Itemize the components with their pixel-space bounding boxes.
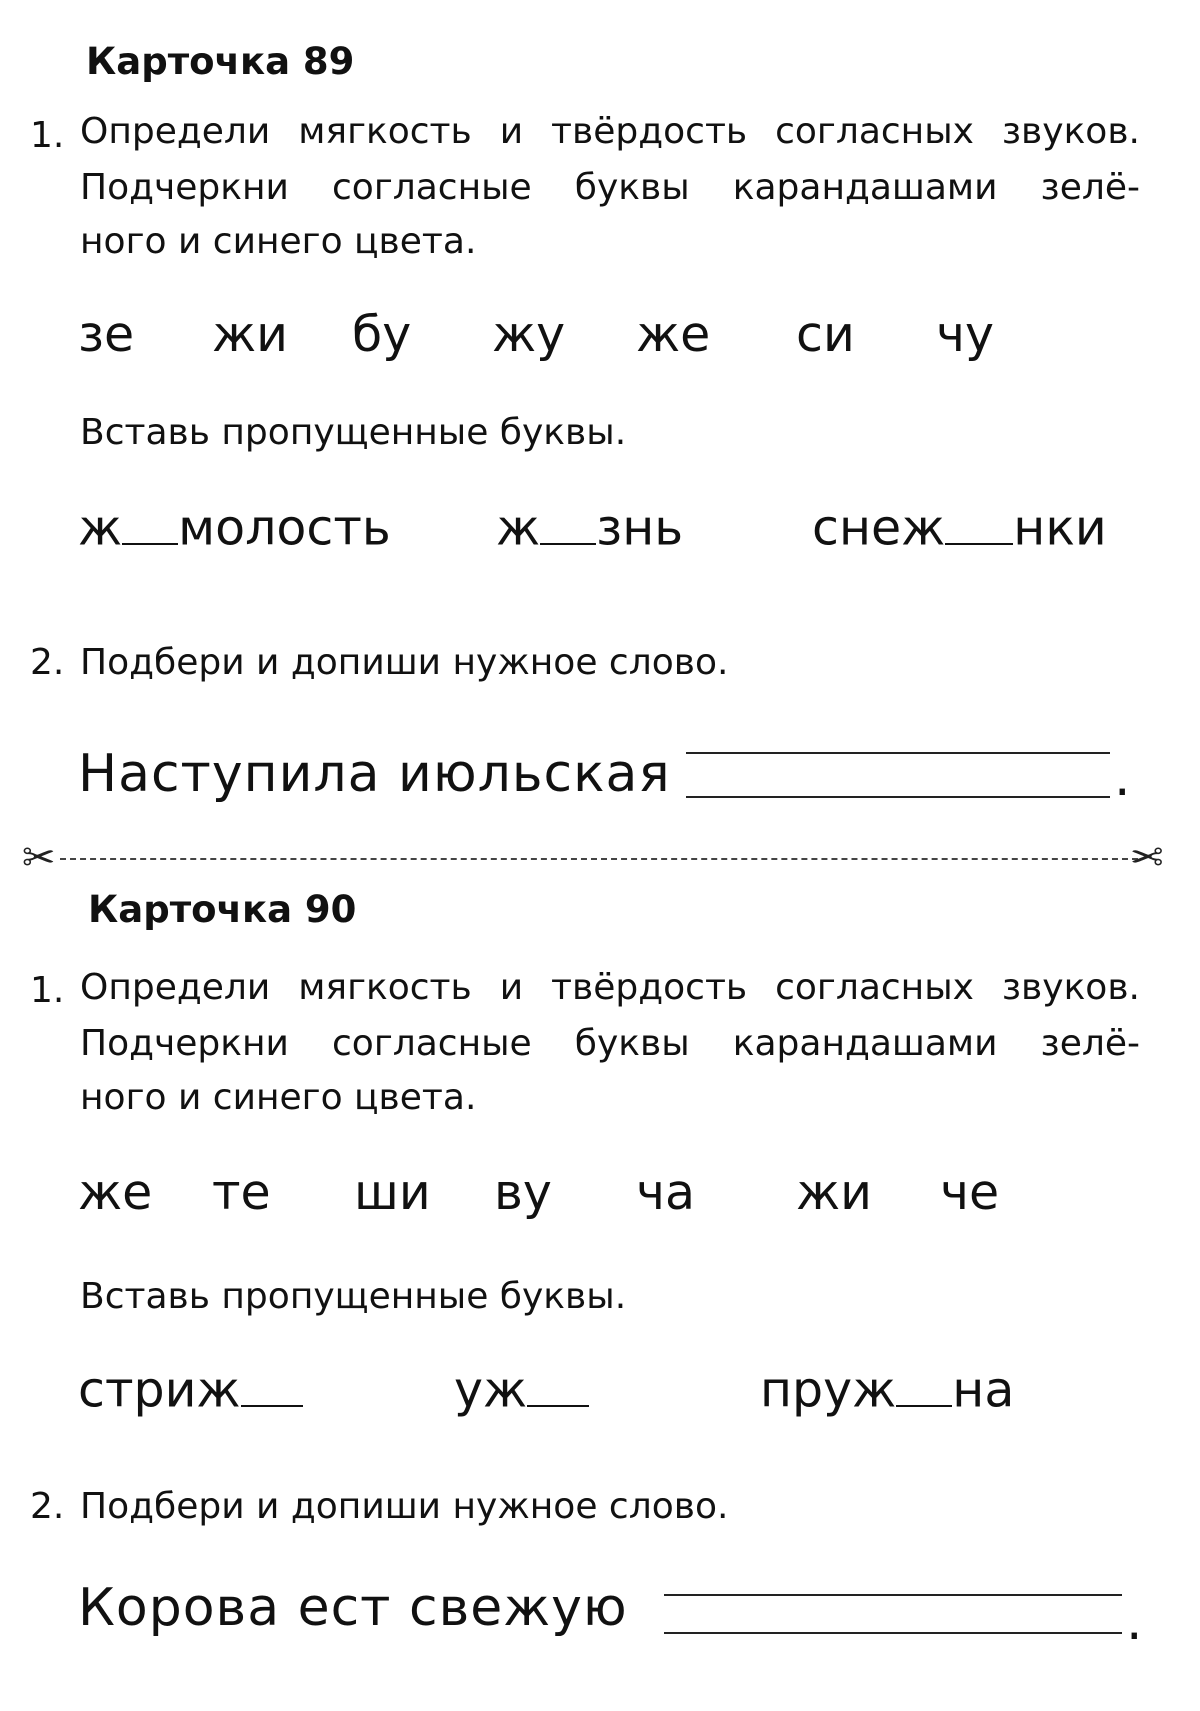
word-part: ж xyxy=(496,499,541,557)
fill-word xyxy=(454,1358,589,1419)
dashed-divider xyxy=(60,858,1138,860)
word-part: молость xyxy=(178,499,391,557)
letter-blank[interactable] xyxy=(122,496,178,545)
syllable: че xyxy=(940,1164,1000,1221)
card-89-task2-number: 2. xyxy=(30,642,65,683)
fill-word xyxy=(496,496,683,557)
scissors-icon: ✂ xyxy=(1130,835,1164,881)
fill-word xyxy=(812,496,1107,557)
card-89-answer-line-upper[interactable] xyxy=(686,752,1110,754)
word-part: знь xyxy=(596,499,684,557)
letter-blank[interactable] xyxy=(945,496,1013,545)
word-part: на xyxy=(952,1361,1015,1419)
card-90-answer-line-lower[interactable] xyxy=(664,1632,1122,1634)
syllable: жи xyxy=(212,306,288,363)
syllable: же xyxy=(636,306,711,363)
syllable: ча xyxy=(636,1164,695,1221)
letter-blank[interactable] xyxy=(896,1358,952,1407)
syllable: чу xyxy=(936,306,994,363)
scissors-icon: ✂ xyxy=(22,835,56,881)
card-89-task2-instruction: Подбери и допиши нужное слово. xyxy=(80,642,729,683)
card-89-sentence: Наступила июльская xyxy=(78,744,671,804)
syllable: си xyxy=(796,306,855,363)
syllable: ши xyxy=(354,1164,431,1221)
card-90-sentence: Корова ест свежую xyxy=(78,1578,628,1638)
word-part: снеж xyxy=(812,499,946,557)
letter-blank[interactable] xyxy=(540,496,596,545)
syllable: же xyxy=(78,1164,153,1221)
card-90-instruction-line-3: ного и синего цвета. xyxy=(80,1077,477,1118)
card-89-title: Карточка 89 xyxy=(86,40,355,83)
card-89-period: . xyxy=(1114,748,1131,808)
card-89-instruction-line-1: Определи мягкость и твёрдость согласных звуков. xyxy=(80,111,1140,152)
card-90-period: . xyxy=(1126,1592,1143,1652)
fill-word xyxy=(78,496,391,557)
card-89-task1-number: 1. xyxy=(30,115,65,156)
syllable: ву xyxy=(494,1164,552,1221)
letter-blank[interactable] xyxy=(241,1358,303,1407)
card-90-instruction-line-1: Определи мягкость и твёрдость согласных звуков. xyxy=(80,967,1140,1008)
card-90-task2-number: 2. xyxy=(30,1486,65,1527)
syllable: те xyxy=(212,1164,271,1221)
card-90-title: Карточка 90 xyxy=(88,888,357,931)
syllable: бу xyxy=(352,306,412,363)
word-part: стриж xyxy=(78,1361,241,1419)
card-90-task1-number: 1. xyxy=(30,970,65,1011)
card-89-answer-line-lower[interactable] xyxy=(686,796,1110,798)
syllable: зе xyxy=(78,306,135,363)
word-part: уж xyxy=(454,1361,528,1419)
card-90-answer-line-upper[interactable] xyxy=(664,1594,1122,1596)
card-90-fill-instruction: Вставь пропущенные буквы. xyxy=(80,1276,627,1317)
card-89-instruction-line-3: ного и синего цвета. xyxy=(80,221,477,262)
syllable: жу xyxy=(492,306,566,363)
word-part: ж xyxy=(78,499,123,557)
fill-word xyxy=(78,1358,303,1419)
syllable: жи xyxy=(796,1164,872,1221)
letter-blank[interactable] xyxy=(527,1358,589,1407)
card-89-fill-instruction: Вставь пропущенные буквы. xyxy=(80,412,627,453)
word-part: нки xyxy=(1013,499,1107,557)
word-part: пруж xyxy=(760,1361,897,1419)
card-89-instruction-line-2: Подчеркни согласные буквы карандашами зелё- xyxy=(80,167,1140,208)
fill-word xyxy=(760,1358,1014,1419)
card-90-task2-instruction: Подбери и допиши нужное слово. xyxy=(80,1486,729,1527)
card-90-instruction-line-2: Подчеркни согласные буквы карандашами зелё- xyxy=(80,1023,1140,1064)
